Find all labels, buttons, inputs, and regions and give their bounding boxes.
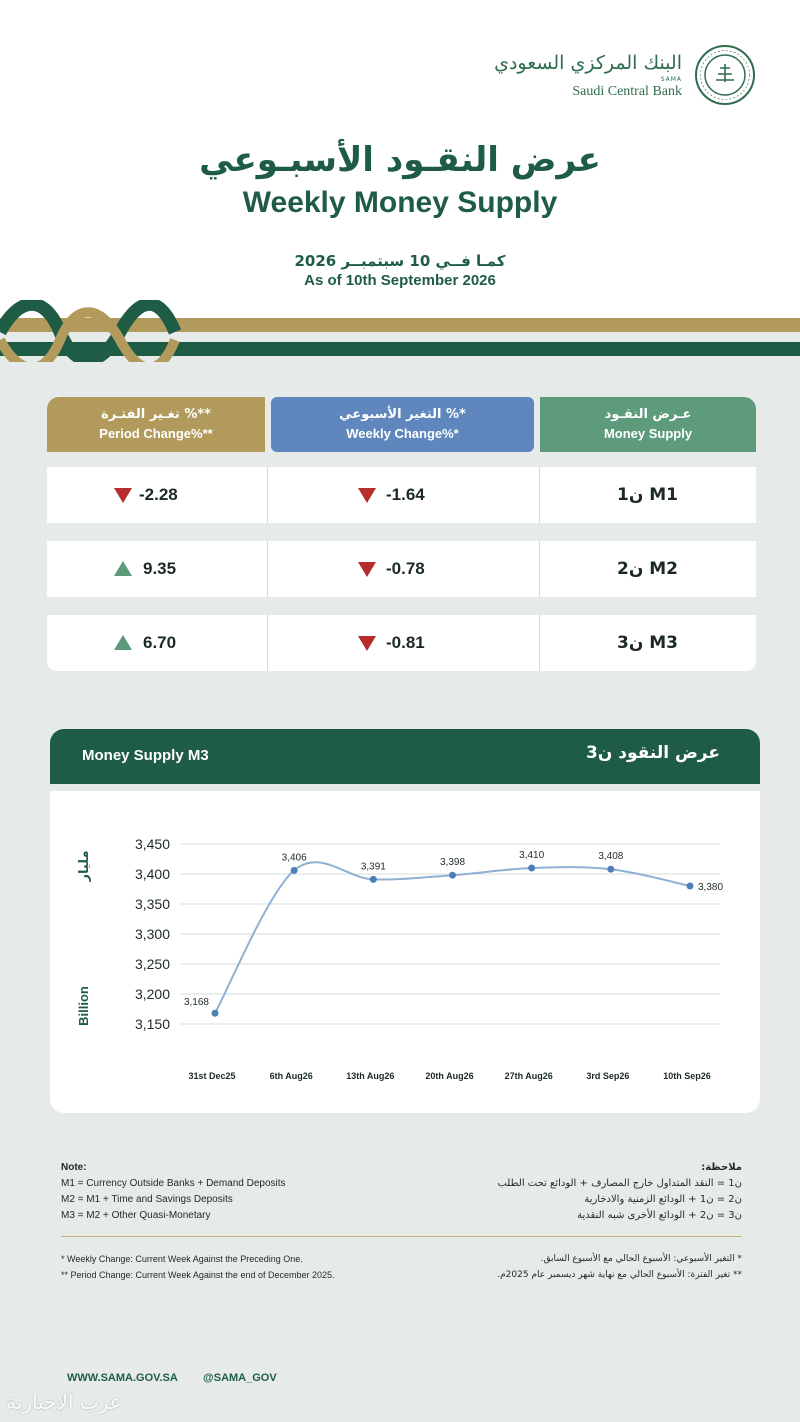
y-tick-label: 3,150 [134, 1016, 170, 1032]
notes-heading-arabic: ملاحظة: [701, 1162, 742, 1173]
data-point [370, 876, 377, 883]
y-tick-label: 3,350 [134, 896, 170, 912]
period-trend-icon [114, 488, 132, 503]
x-tick-label: 3rd Sep26 [586, 1071, 630, 1081]
header-period-arabic: تغـير الفتـرة %** [101, 407, 211, 422]
period-trend-icon [114, 635, 132, 650]
x-tick-label: 6th Aug26 [269, 1071, 313, 1081]
y-tick-label: 3,450 [134, 836, 170, 852]
chart-header [50, 729, 760, 784]
chart-container [50, 791, 760, 1113]
watermark-logo: عرب الإخبارية [6, 1390, 122, 1414]
date-english: As of 10th September 2026 [304, 272, 496, 289]
y-tick-label: 3,400 [134, 866, 170, 882]
social-handle-link[interactable]: @SAMA_GOV [203, 1372, 277, 1384]
cell-divider [539, 615, 540, 671]
header-weekly-change [271, 397, 534, 452]
title-arabic: عرض النقـود الأسبـوعي [199, 140, 601, 180]
footnote-line: ** Period Change: Current Week Against the end of December 2025. [61, 1270, 335, 1280]
weekly-change-value: -0.81 [386, 633, 425, 652]
cell-divider [267, 615, 268, 671]
note-line: ن2 = ن1 + الودائع الزمنية والادخارية [584, 1194, 742, 1205]
chart-title-english: Money Supply M3 [82, 747, 209, 764]
note-line: ن3 = ن2 + الودائع الأخرى شبه النقدية [577, 1210, 742, 1221]
y-tick-label: 3,300 [134, 926, 170, 942]
date-arabic: كمـا فــي 10 سبتمبــر 2026 [294, 252, 506, 270]
cell-divider [267, 541, 268, 597]
decorative-band [0, 300, 800, 362]
title-english: Weekly Money Supply [242, 186, 558, 219]
cell-divider [539, 541, 540, 597]
note-line: M3 = M2 + Other Quasi-Monetary [61, 1210, 211, 1221]
footnote-line: ** تغير الفترة: الأسبوع الحالي مع نهاية شهر ديسمبر عام 2025م. [497, 1270, 742, 1280]
notes-divider [61, 1236, 742, 1237]
x-tick-label: 20th Aug26 [425, 1071, 474, 1081]
y-axis-label-english: Billion [76, 986, 91, 1026]
weekly-change-value: -1.64 [386, 485, 425, 504]
data-label: 3,406 [281, 852, 307, 864]
note-line: M1 = Currency Outside Banks + Demand Deposits [61, 1178, 286, 1189]
logo-english-name: Saudi Central Bank [572, 84, 682, 99]
cell-divider [539, 467, 540, 523]
weekly-change-value: -0.78 [386, 559, 425, 578]
header-period-english: Period Change%** [99, 426, 213, 441]
weekly-trend-icon [358, 636, 376, 651]
logo-sama-text: SAMA [660, 76, 682, 83]
footnotes-english [61, 1251, 335, 1283]
data-point [528, 865, 535, 872]
data-point [607, 866, 614, 873]
x-tick-label: 31st Dec25 [188, 1071, 236, 1081]
note-line: M2 = M1 + Time and Savings Deposits [61, 1194, 233, 1205]
sama-seal-logo [694, 44, 756, 106]
data-label: 3,408 [598, 851, 624, 863]
header-weekly-arabic: التغير الأسبوعي %* [339, 407, 466, 422]
weekly-trend-icon [358, 488, 376, 503]
footnote-line: * التغير الأسبوعي: الأسبوع الحالي مع الأسبوع السابق. [540, 1254, 742, 1264]
header-supply-english: Money Supply [603, 426, 693, 441]
cell-divider [267, 467, 268, 523]
period-change-value: 6.70 [143, 633, 177, 652]
header-money-supply [540, 397, 756, 452]
website-link[interactable]: WWW.SAMA.GOV.SA [67, 1372, 178, 1384]
period-change-value: 9.35 [143, 559, 177, 578]
data-label: 3,398 [439, 857, 466, 869]
data-label: 3,380 [698, 882, 724, 893]
chart-title-arabic: عرض النقود ن3 [585, 743, 720, 763]
header-period-change [47, 397, 265, 452]
y-tick-label: 3,250 [134, 956, 170, 972]
data-point [212, 1010, 219, 1017]
table-row [47, 467, 756, 523]
data-label: 3,410 [519, 850, 545, 861]
data-point [687, 883, 694, 890]
data-point [449, 872, 456, 879]
notes-heading-english: Note: [61, 1162, 87, 1173]
weekly-trend-icon [358, 562, 376, 577]
x-tick-label: 10th Sep26 [663, 1071, 711, 1081]
footnotes-arabic [497, 1251, 742, 1283]
x-tick-label: 27th Aug26 [504, 1071, 553, 1081]
table-row [47, 541, 756, 597]
money-supply-label: ن1 M1 [616, 485, 678, 505]
period-change-value: -2.28 [139, 485, 178, 504]
money-supply-label: ن3 M3 [616, 633, 678, 653]
period-trend-icon [114, 561, 132, 576]
table-row [47, 615, 756, 671]
y-axis-label-arabic: مليار [77, 850, 92, 882]
data-label: 3,391 [360, 861, 386, 873]
series-line [215, 862, 690, 1013]
header-weekly-english: Weekly Change%* [346, 426, 459, 441]
notes-arabic [497, 1160, 742, 1224]
data-point [291, 867, 298, 874]
data-label: 3,168 [183, 997, 209, 1009]
x-tick-label: 13th Aug26 [346, 1071, 395, 1081]
m3-line-chart [50, 791, 760, 1113]
header-supply-arabic: عـرض النقـود [604, 407, 692, 422]
logo-arabic-name: البنك المركزي السعودي [494, 52, 682, 74]
footnote-line: * Weekly Change: Current Week Against the Preceding One. [61, 1254, 303, 1264]
y-tick-label: 3,200 [134, 986, 170, 1002]
note-line: ن1 = النقد المتداول خارج المصارف + الودائع تحت الطلب [497, 1178, 742, 1189]
notes-english [61, 1160, 286, 1224]
money-supply-label: ن2 M2 [616, 559, 678, 579]
